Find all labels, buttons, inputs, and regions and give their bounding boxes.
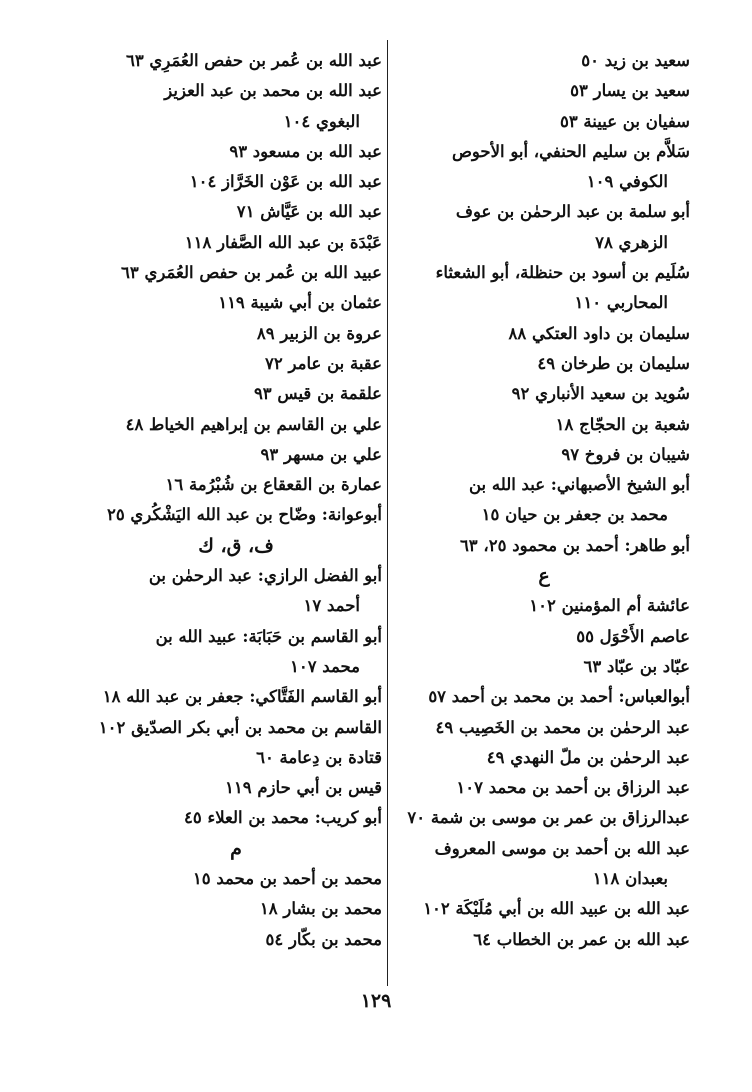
index-entry: محمد ١٠٧: [289, 656, 360, 676]
index-entry: أبو القاسم بن حَبَابَة: عبيد الله بن: [155, 626, 382, 646]
index-columns: [90, 46, 690, 986]
index-entry: أبو كريب: محمد بن العلاء ٤٥: [183, 808, 382, 828]
index-entry: عائشة أم المؤمنين ١٠٢: [529, 596, 690, 616]
index-entry: قيس بن أبي حازم ١١٩: [225, 778, 382, 798]
index-entry: عبيد الله بن عُمر بن حفص العُمَري ٦٣: [120, 263, 382, 283]
index-entry: عَبْدَة بن عبد الله الصَّفار ١١٨: [184, 232, 382, 252]
index-entry: عبدالرزاق بن عمر بن موسى بن شمة ٧٠: [407, 808, 690, 828]
index-entry: عقبة بن عامر ٧٢: [265, 353, 382, 373]
index-entry: عبّاد بن عبّاد ٦٣: [583, 656, 690, 676]
index-entry: عبد الرزاق بن أحمد بن محمد ١٠٧: [456, 778, 690, 798]
index-entry: البغوي ١٠٤: [283, 111, 360, 131]
index-entry: سُلَيم بن أسود بن حنظلة، أبو الشعثاء: [435, 263, 690, 283]
index-entry: محمد بن أحمد بن محمد ١٥: [192, 869, 382, 889]
index-entry: شعبة بن الحجّاج ١٨: [555, 414, 690, 434]
page-number: ١٢٩: [360, 990, 392, 1012]
index-entry: بعبدان ١١٨: [592, 869, 668, 889]
index-entry: أحمد ١٧: [303, 596, 360, 616]
index-entry: عبد الله بن أحمد بن موسى المعروف: [434, 838, 690, 858]
index-entry: محمد بن جعفر بن حيان ١٥: [481, 505, 668, 525]
index-entry: محمد بن بشار ١٨: [259, 899, 382, 919]
index-entry: عبد الله بن عمر بن الخطاب ٦٤: [473, 929, 690, 949]
index-entry: أبو الشيخ الأصبهاني: عبد الله بن: [469, 475, 690, 495]
index-entry: أبو طاهر: أحمد بن محمود ٢٥، ٦٣: [459, 535, 690, 555]
index-entry: عبد الله بن عَيَّاش ٧١: [236, 202, 382, 222]
index-entry: سُويد بن سعيد الأنباري ٩٢: [511, 384, 690, 404]
index-entry: الكوفي ١٠٩: [586, 172, 668, 192]
index-entry: عروة بن الزبير ٨٩: [256, 323, 382, 343]
right-column: [398, 46, 690, 955]
index-entry: سَلاَّم بن سليم الحنفي، أبو الأحوص: [451, 141, 690, 161]
index-entry: أبو القاسم الفَتَّاكي: جعفر بن عبد الله ١٨: [102, 687, 382, 707]
index-entry: عاصم الأَحْوَل ٥٥: [576, 626, 690, 646]
index-entry: علقمة بن قيس ٩٣: [253, 384, 382, 404]
index-entry: عبد الرحمٰن بن ملّ النهدي ٤٩: [486, 747, 690, 767]
index-entry: أبو الفضل الرازي: عبد الرحمٰن بن: [148, 566, 382, 586]
index-entry: أبوالعباس: أحمد بن محمد بن أحمد ٥٧: [428, 687, 690, 707]
index-entry: سليمان بن داود العتكي ٨٨: [508, 323, 690, 343]
index-entry: المحاربي ١١٠: [574, 293, 668, 313]
index-entry: عبد الرحمٰن بن محمد بن الخَصِيب ٤٩: [435, 717, 690, 737]
index-entry: عمارة بن القعقاع بن شُبْرُمة ١٦: [165, 475, 382, 495]
section-letter-heading: ف، ق، ك: [198, 534, 274, 557]
index-entry: سعيد بن زيد ٥٠: [581, 51, 690, 70]
section-letter-heading: م: [230, 837, 242, 860]
index-entry: أبوعوانة: وضّاح بن عبد الله اليَشْكُري ٢٥: [106, 505, 382, 525]
index-entry: محمد بن بكّار ٥٤: [265, 929, 382, 949]
index-entry: عبد الله بن عَوْن الخَرَّاز ١٠٤: [189, 172, 382, 192]
index-entry: القاسم بن محمد بن أبي بكر الصدّيق ١٠٢: [98, 717, 382, 737]
index-entry: عبد الله بن مسعود ٩٣: [229, 141, 382, 161]
index-entry: سليمان بن طرخان ٤٩: [537, 353, 690, 373]
index-entry: الزهري ٧٨: [595, 232, 668, 252]
index-entry: عبد الله بن عُمر بن حفص العُمَرِي ٦٣: [125, 51, 382, 70]
index-entry: عبد الله بن عبيد الله بن أبي مُلَيْكَة ١٠٢: [423, 899, 690, 919]
index-entry: عثمان بن أبي شيبة ١١٩: [218, 293, 382, 313]
index-entry: قتادة بن دِعامة ٦٠: [256, 747, 382, 767]
index-entry: سفيان بن عيينة ٥٣: [559, 111, 690, 131]
index-entry: شيبان بن فروخ ٩٧: [561, 444, 690, 464]
section-letter-heading: ع: [538, 565, 550, 588]
column-divider: [387, 40, 388, 986]
index-entry: سعيد بن يسار ٥٣: [570, 81, 690, 101]
left-column: [90, 46, 382, 955]
index-entry: علي بن مسهر ٩٣: [260, 444, 382, 464]
index-entry: علي بن القاسم بن إبراهيم الخياط ٤٨: [125, 414, 382, 434]
index-entry: عبد الله بن محمد بن عبد العزيز: [164, 81, 382, 101]
index-entry: أبو سلمة بن عبد الرحمٰن بن عوف: [455, 202, 690, 222]
